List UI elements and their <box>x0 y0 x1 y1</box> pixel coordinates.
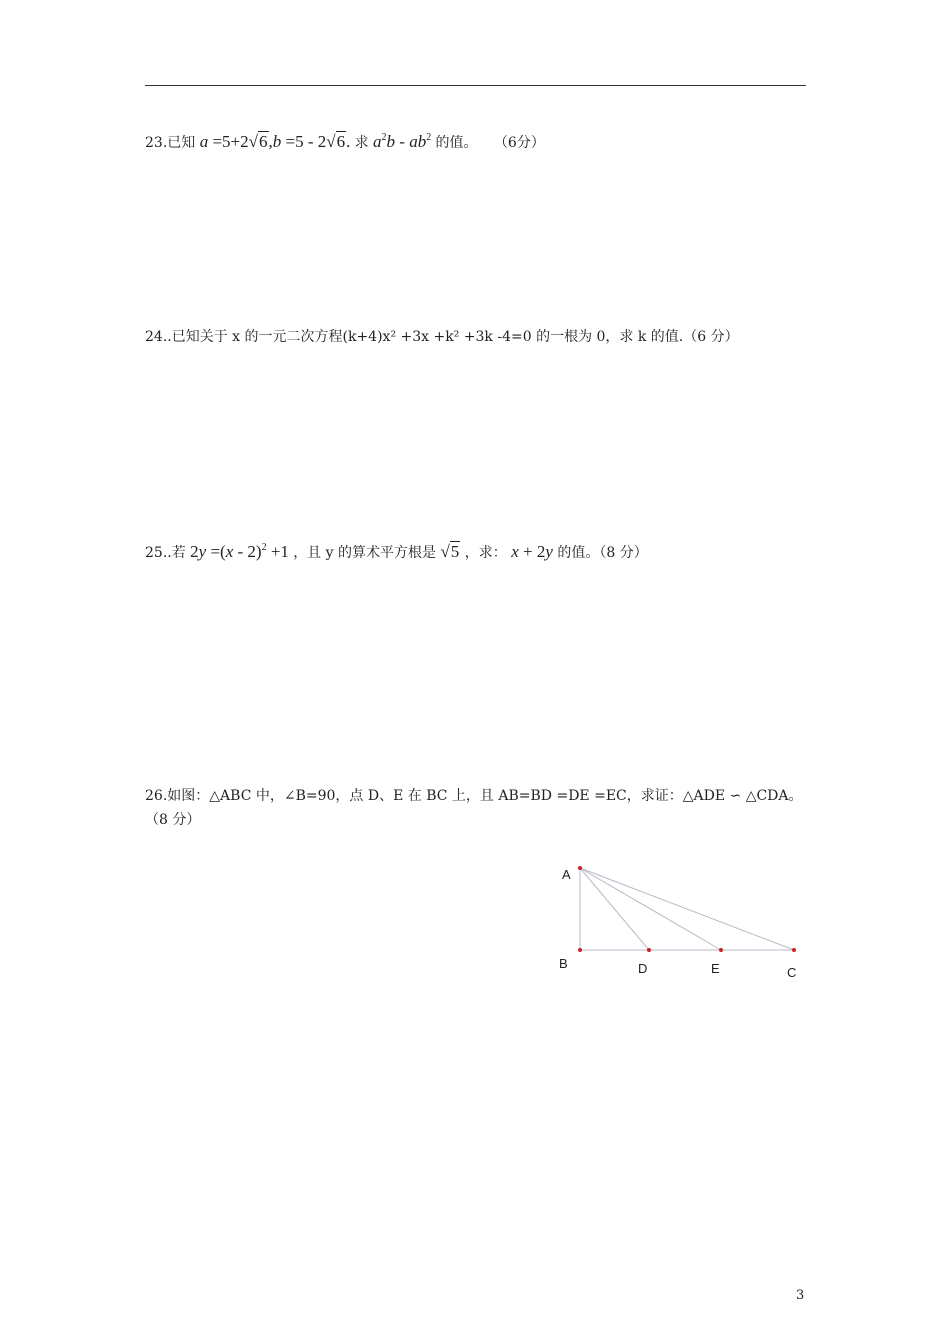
q25-equation: 2y =(x - 2)$^2$ +1 <box>190 542 294 561</box>
page-number: 3 <box>796 1288 805 1303</box>
triangle-figure <box>550 855 810 985</box>
header-rule <box>145 85 806 86</box>
label-b: B <box>559 956 568 971</box>
label-c: C <box>787 965 797 980</box>
q23-prefix: 23.已知 <box>145 135 196 151</box>
label-a: A <box>562 867 571 882</box>
q23-suffix: 的值。 <box>435 135 478 151</box>
segment-ae <box>580 868 721 950</box>
point-c <box>792 948 796 952</box>
label-e: E <box>711 961 720 976</box>
q25-target-expression: x + 2y <box>511 542 553 561</box>
point-d <box>647 948 651 952</box>
q25-mid2: ，求： <box>464 545 507 561</box>
question-23 <box>145 126 545 155</box>
point-e <box>719 948 723 952</box>
point-a <box>578 866 582 870</box>
q25-sqrt5: √5 <box>440 542 460 561</box>
q25-mid: ，且 y 的算术平方根是 <box>293 545 436 561</box>
question-25 <box>145 536 648 565</box>
point-b <box>578 948 582 952</box>
q23-expression: $a^2b - ab^2$ <box>373 132 432 151</box>
q25-prefix: 25..若 <box>145 545 186 561</box>
question-24: 24..已知关于 x 的一元二次方程(k+4)x² +3x +k² +3k -4=0 的一根为 0，求 k 的值.（6 分） <box>145 329 739 345</box>
q23-ask: 求 <box>354 135 369 151</box>
segment-ad <box>580 868 649 950</box>
q23-given-formula: a =5+2√6,b =5 - 2√6. <box>199 132 355 151</box>
q25-suffix: 的值。（8 分） <box>557 545 648 561</box>
q23-points: （6分） <box>493 135 545 151</box>
label-d: D <box>638 961 648 976</box>
segment-ac <box>580 868 794 950</box>
question-26: 26.如图：△ABC 中，∠B=90，点 D、E 在 BC 上，且 AB=BD =DE =EC，求证：△ADE ∽ △CDA。（8 分） <box>145 788 803 828</box>
